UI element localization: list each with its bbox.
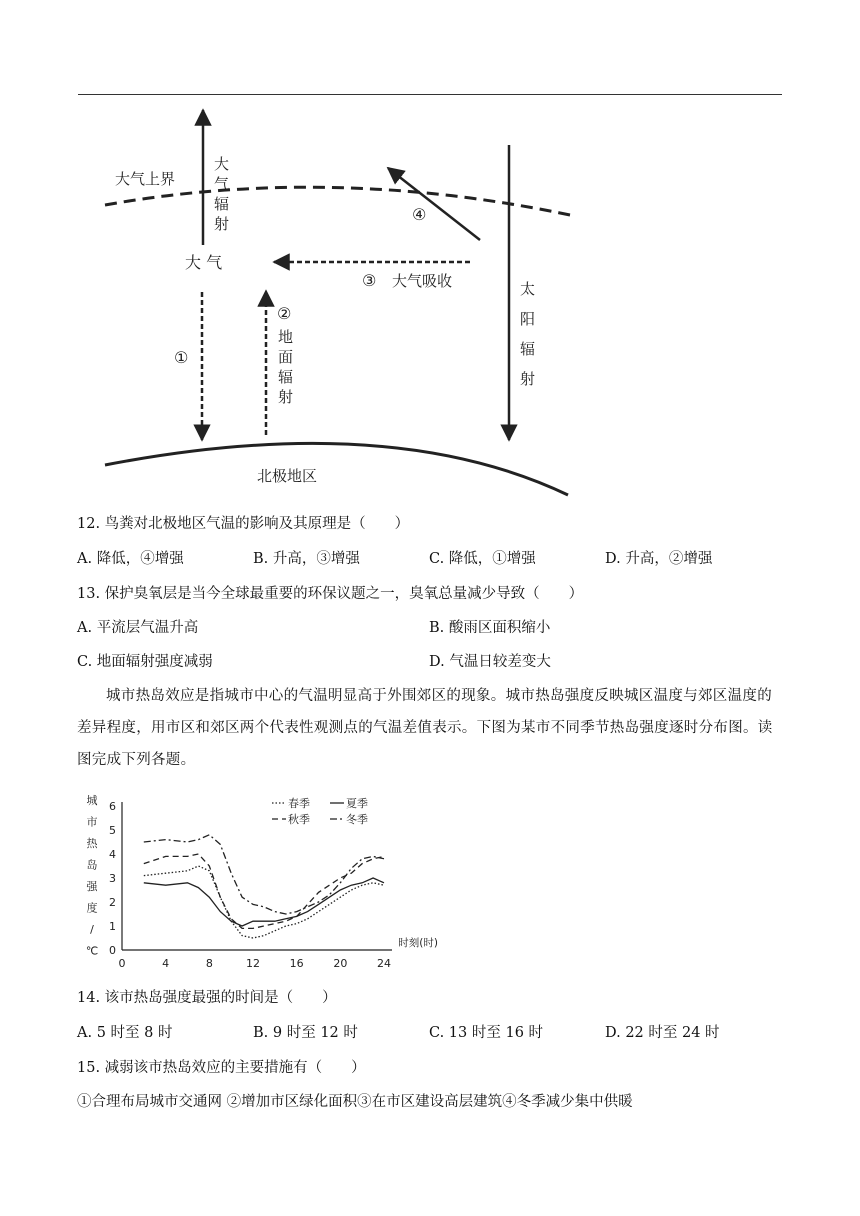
x-tick-label: 16 xyxy=(289,957,304,970)
ground-line xyxy=(105,443,568,495)
label-4: ④ xyxy=(412,205,427,224)
arrow-4 xyxy=(388,168,480,240)
upper-atmosphere-line xyxy=(105,187,570,215)
q12-stem: 12. 鸟粪对北极地区气温的影响及其原理是（ ） xyxy=(77,516,410,532)
series-line-2 xyxy=(144,854,384,928)
q12-option-c[interactable]: C. 降低，①增强 xyxy=(429,551,536,567)
q12-option-d[interactable]: D. 升高，②增强 xyxy=(605,551,713,567)
svg-text:辐: 辐 xyxy=(214,195,230,213)
svg-text:地: 地 xyxy=(278,328,294,346)
x-tick-label: 4 xyxy=(162,957,170,970)
svg-text:气: 气 xyxy=(214,175,230,193)
y-axis-label-char: 热 xyxy=(86,837,98,850)
header-rule xyxy=(78,94,782,95)
heat-island-chart xyxy=(82,790,442,975)
y-tick-label: 0 xyxy=(109,944,116,957)
x-tick-label: 24 xyxy=(377,957,391,970)
svg-text:面: 面 xyxy=(278,348,294,366)
y-tick-label: 4 xyxy=(109,848,116,861)
q12-option-a[interactable]: A. 降低，④增强 xyxy=(77,551,184,567)
q13-option-b[interactable]: B. 酸雨区面积缩小 xyxy=(429,620,551,636)
y-axis-label-char: 度 xyxy=(86,901,98,915)
y-axis-label-char: / xyxy=(90,923,94,936)
label-1: ① xyxy=(174,348,189,367)
y-axis-label-char: 城 xyxy=(86,794,98,807)
svg-text:大: 大 xyxy=(214,155,230,173)
svg-text:射: 射 xyxy=(278,388,294,406)
svg-text:辐: 辐 xyxy=(278,368,294,386)
y-axis-label-char: ℃ xyxy=(85,944,99,958)
q14-stem: 14. 该市热岛强度最强的时间是（ ） xyxy=(77,990,337,1006)
svg-text:射: 射 xyxy=(214,215,230,233)
q14-option-a[interactable]: A. 5 时至 8 时 xyxy=(77,1025,173,1041)
q14-option-d[interactable]: D. 22 时至 24 时 xyxy=(605,1025,720,1041)
x-axis-label: 时刻(时) xyxy=(398,937,438,949)
atmosphere-label: 大 气 xyxy=(185,253,223,272)
svg-text:射: 射 xyxy=(520,370,536,388)
q13-option-c[interactable]: C. 地面辐射强度减弱 xyxy=(77,654,213,670)
y-axis-label-char: 市 xyxy=(86,815,98,829)
y-axis-label-char: 岛 xyxy=(86,858,98,872)
svg-text:阳: 阳 xyxy=(520,310,536,328)
ground-radiation-label xyxy=(278,328,293,406)
svg-text:太: 太 xyxy=(520,280,536,298)
series-line-3 xyxy=(144,835,384,914)
q14-option-b[interactable]: B. 9 时至 12 时 xyxy=(253,1025,358,1041)
upper-atmosphere-label: 大气上界 xyxy=(115,170,176,188)
atmosphere-radiation-diagram xyxy=(90,100,590,500)
x-tick-label: 12 xyxy=(246,957,260,970)
label-2: ② xyxy=(277,304,292,323)
q13-stem: 13. 保护臭氧层是当今全球最重要的环保议题之一，臭氧总量减少导致（ ） xyxy=(77,586,584,602)
y-tick-label: 5 xyxy=(109,824,116,837)
y-tick-label: 6 xyxy=(109,800,116,813)
y-axis-label-char: 强 xyxy=(86,880,98,893)
legend-label: 夏季 xyxy=(346,797,368,810)
y-tick-label: 3 xyxy=(109,872,116,885)
x-tick-label: 20 xyxy=(333,957,348,970)
atmospheric-radiation-label xyxy=(214,155,229,233)
x-tick-label: 0 xyxy=(118,957,126,970)
q15-items: ①合理布局城市交通网 ②增加市区绿化面积③在市区建设高层建筑④冬季减少集中供暖 xyxy=(77,1094,633,1110)
solar-radiation-label xyxy=(520,280,535,388)
q12-option-b[interactable]: B. 升高，③增强 xyxy=(253,551,360,567)
y-tick-label: 2 xyxy=(109,896,116,909)
legend-label: 春季 xyxy=(288,797,310,810)
q15-stem: 15. 减弱该市热岛效应的主要措施有（ ） xyxy=(77,1060,366,1076)
svg-text:辐: 辐 xyxy=(520,340,536,358)
label-3: ③ xyxy=(362,271,377,290)
y-tick-label: 1 xyxy=(109,920,116,933)
series-line-0 xyxy=(144,866,384,938)
series-line-1 xyxy=(144,878,384,926)
q13-option-a[interactable]: A. 平流层气温升高 xyxy=(77,620,199,636)
legend-label: 秋季 xyxy=(288,813,310,826)
legend-label: 冬季 xyxy=(346,813,368,826)
x-tick-label: 8 xyxy=(205,957,213,970)
q14-option-c[interactable]: C. 13 时至 16 时 xyxy=(429,1025,544,1041)
arctic-label: 北极地区 xyxy=(257,467,318,485)
q13-option-d[interactable]: D. 气温日较差变大 xyxy=(429,654,551,670)
atmospheric-absorption-label: 大气吸收 xyxy=(392,272,453,290)
heat-island-passage: 城市热岛效应是指城市中心的气温明显高于外围郊区的现象。城市热岛强度反映城区温度与郊区温度的差异程度，用市区和郊区两个代表性观测点的气温差值表示。下图为某市不同季节热岛强度逐时分布图。读图完成下列各题。 xyxy=(77,688,773,768)
